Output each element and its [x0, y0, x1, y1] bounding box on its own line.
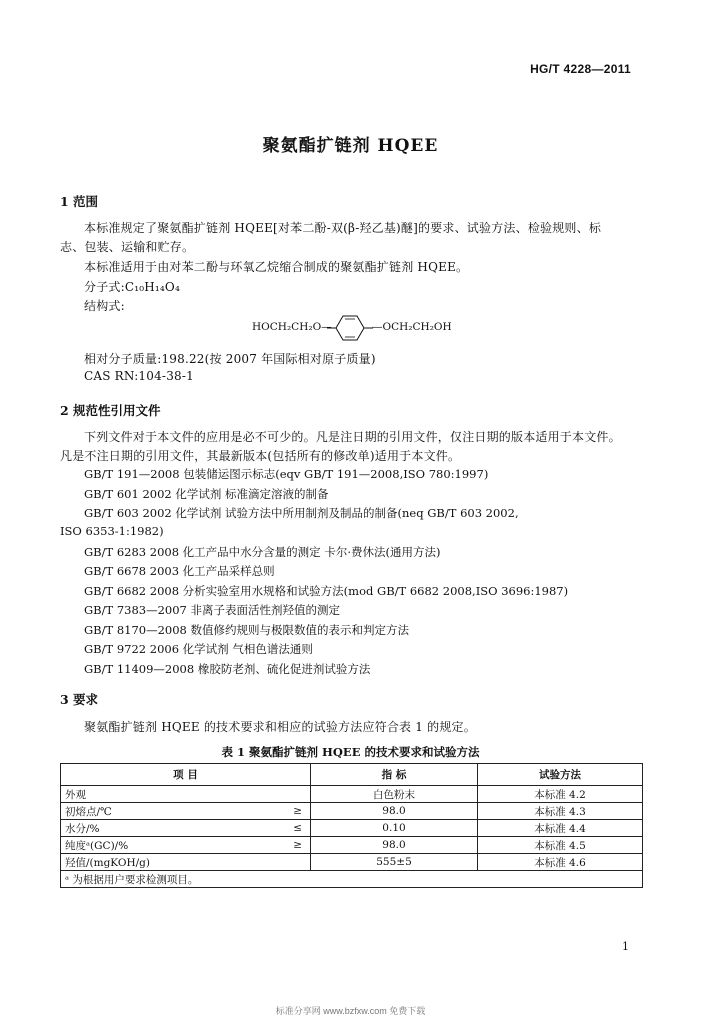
table-row — [61, 837, 643, 854]
ref-item: GB/T 603 2002 化学试剂 试验方法中所用制剂及制品的制备(neq GB/T 603 2002, — [84, 506, 519, 520]
standard-number: HG/T 4228—2011 — [530, 62, 631, 76]
scope-para-1-line-2: 志、包装、运输和贮存。 — [60, 240, 195, 254]
table-header-row — [61, 764, 643, 786]
row-item: 羟值/(mgKOH/g) — [61, 854, 281, 871]
table-row — [61, 786, 643, 803]
table-note: ᵃ 为根据用户要求检测项目。 — [61, 871, 643, 888]
ref-item: GB/T 9722 2006 化学试剂 气相色谱法通则 — [84, 642, 313, 656]
row-method: 本标准 4.5 — [478, 837, 643, 854]
header-value: 指 标 — [311, 764, 478, 786]
ref-item: GB/T 6283 2008 化工产品中水分含量的测定 卡尔·费休法(通用方法) — [84, 545, 441, 559]
molecular-formula: 分子式:C₁₀H₁₄O₄ — [84, 280, 180, 294]
header-item: 项 目 — [61, 764, 311, 786]
refs-intro-line-1: 下列文件对于本文件的应用是必不可少的。凡是注日期的引用文件，仅注日期的版本适用于本文件。 — [84, 430, 621, 444]
row-item: 初熔点/℃ — [61, 803, 281, 820]
ref-item: GB/T 6678 2003 化工产品采样总则 — [84, 564, 275, 578]
document-title: 聚氨酯扩链剂 HQEE — [262, 136, 439, 156]
row-operator: ≥ — [281, 803, 311, 820]
row-operator: ≤ — [281, 820, 311, 837]
ref-item: GB/T 8170—2008 数值修约规则与极限数值的表示和判定方法 — [84, 623, 410, 637]
row-operator: ≥ — [281, 837, 311, 854]
row-value: 555±5 — [311, 854, 478, 871]
requirements-para: 聚氨酯扩链剂 HQEE 的技术要求和相应的试验方法应符合表 1 的规定。 — [84, 720, 476, 734]
ref-item: GB/T 601 2002 化学试剂 标准滴定溶液的制备 — [84, 487, 329, 501]
table-1-caption: 表 1 聚氨酯扩链剂 HQEE 的技术要求和试验方法 — [221, 745, 480, 759]
structure-left-group: HOCH₂CH₂O— — [252, 321, 332, 333]
table-row — [61, 854, 643, 871]
table-row — [61, 820, 643, 837]
row-item: 水分/% — [61, 820, 281, 837]
row-item: 纯度ᵃ(GC)/% — [61, 837, 281, 854]
row-item: 外观 — [61, 786, 281, 803]
row-value: 0.10 — [311, 820, 478, 837]
section-3-heading: 3 要求 — [60, 692, 99, 707]
ref-item: GB/T 6682 2008 分析实验室用水规格和试验方法(mod GB/T 6682 2008,ISO 3696:1987) — [84, 584, 569, 598]
row-method: 本标准 4.4 — [478, 820, 643, 837]
cas-number: CAS RN:104-38-1 — [84, 369, 194, 383]
ref-item: GB/T 191—2008 包装储运图示标志(eqv GB/T 191—2008,ISO 780:1997) — [84, 467, 489, 481]
row-value: 98.0 — [311, 837, 478, 854]
row-method: 本标准 4.6 — [478, 854, 643, 871]
section-1-heading: 1 范围 — [60, 194, 99, 209]
table-row — [61, 803, 643, 820]
scope-para-1-line-1: 本标准规定了聚氨酯扩链剂 HQEE[对苯二酚-双(β-羟乙基)醚]的要求、试验方法、检验规则、标 — [84, 221, 602, 235]
row-value: 白色粉末 — [311, 786, 478, 803]
molar-mass: 相对分子质量:198.22(按 2007 年国际相对原子质量) — [84, 352, 376, 366]
refs-intro-line-2: 凡是不注日期的引用文件，其最新版本(包括所有的修改单)适用于本文件。 — [60, 449, 461, 463]
footer-watermark: 标准分享网 www.bzfxw.com 免费下载 — [275, 1006, 426, 1016]
table-note-row — [61, 871, 643, 888]
row-operator — [281, 786, 311, 803]
section-2-heading: 2 规范性引用文件 — [60, 403, 161, 418]
page-number: 1 — [622, 940, 629, 953]
scope-para-2: 本标准适用于由对苯二酚与环氧乙烷缩合制成的聚氨酯扩链剂 HQEE。 — [84, 260, 469, 274]
header-method: 试验方法 — [478, 764, 643, 786]
row-method: 本标准 4.2 — [478, 786, 643, 803]
row-value: 98.0 — [311, 803, 478, 820]
ref-item: GB/T 7383—2007 非离子表面活性剂羟值的测定 — [84, 603, 341, 617]
ref-item: GB/T 11409—2008 橡胶防老剂、硫化促进剂试验方法 — [84, 662, 371, 676]
ref-item-continuation: ISO 6353-1:1982) — [60, 524, 164, 538]
row-method: 本标准 4.3 — [478, 803, 643, 820]
row-operator — [281, 854, 311, 871]
spec-table — [60, 763, 643, 888]
structure-right-group: —OCH₂CH₂OH — [372, 321, 452, 333]
structure-label: 结构式: — [84, 299, 125, 313]
benzene-ring-icon — [327, 313, 373, 343]
